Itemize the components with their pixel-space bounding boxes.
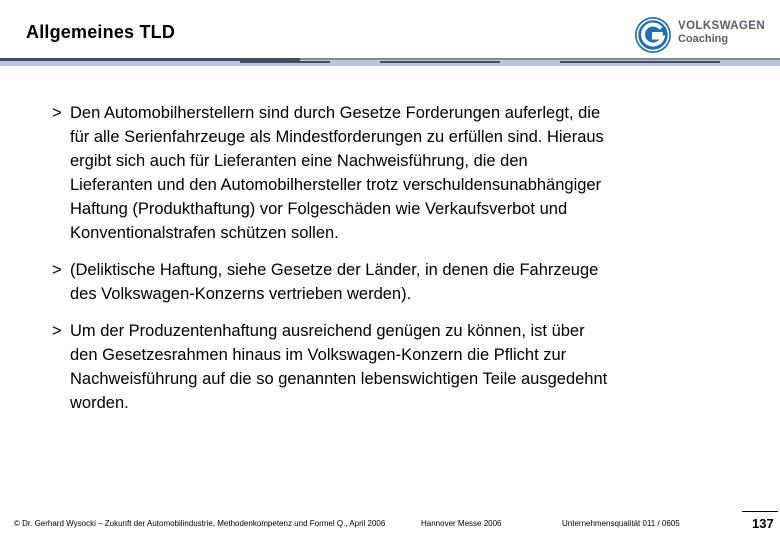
logo-subtitle: Coaching — [678, 33, 729, 45]
bullet-item — [52, 258, 752, 306]
vw-coaching-logo — [634, 16, 774, 54]
bullet-line: des Volkswagen-Konzerns vertrieben werden). — [70, 285, 412, 303]
bullet-line: ergibt sich auch für Lieferanten eine Nachweisführung, die den — [70, 152, 528, 170]
vw-coaching-logo-icon — [634, 16, 672, 54]
slide-title: Allgemeines TLD — [26, 22, 176, 42]
bullet-item — [52, 319, 752, 415]
bullet-line: worden. — [70, 394, 129, 412]
slide-content — [52, 101, 752, 428]
bullet-item — [52, 101, 752, 245]
bullet-marker: > — [52, 104, 62, 122]
bullet-marker: > — [52, 322, 62, 340]
bullet-marker: > — [52, 261, 62, 279]
bullet-line: Haftung (Produkthaftung) vor Folgeschäden wie Verkaufsverbot und — [70, 200, 568, 218]
bullet-line: Um der Produzentenhaftung ausreichend genügen zu können, ist über — [70, 322, 585, 340]
header-band-hatch — [560, 61, 720, 63]
header-band-dark-segment — [300, 58, 780, 60]
footer-copyright: © Dr. Gerhard Wysocki – Zukunft der Automobilindustrie, Methodenkompetenz und Formel Q., April 2006 — [14, 519, 386, 528]
logo-text — [678, 20, 765, 46]
footer-rule — [742, 511, 778, 512]
bullet-line: Konventionalstrafen schützen sollen. — [70, 224, 339, 242]
bullet-line: Nachweisführung auf die so genannten lebenswichtigen Teile ausgedehnt — [70, 370, 608, 388]
page-number: 137 — [752, 516, 774, 531]
header-band — [0, 58, 780, 66]
bullet-line: (Deliktische Haftung, siehe Gesetze der Länder, in denen die Fahrzeuge — [70, 261, 599, 279]
header-band-hatch — [240, 61, 330, 63]
footer-document: Unternehmensqualität 011 / 0605 — [562, 519, 680, 528]
logo-brand: VOLKSWAGEN — [678, 20, 766, 32]
bullet-line: Den Automobilherstellern sind durch Gesetze Forderungen auferlegt, die — [70, 104, 601, 122]
bullet-line: Lieferanten und den Automobilhersteller trotz verschuldensunabhängiger — [70, 176, 602, 194]
bullet-line: für alle Serienfahrzeuge als Mindestforderungen zu erfüllen sind. Hieraus — [70, 128, 604, 146]
header-band-hatch — [380, 61, 500, 63]
header-band-dark-segment — [0, 58, 300, 61]
bullet-line: den Gesetzesrahmen hinaus im Volkswagen-Konzern die Pflicht zur — [70, 346, 567, 364]
footer-event: Hannover Messe 2006 — [421, 519, 502, 528]
